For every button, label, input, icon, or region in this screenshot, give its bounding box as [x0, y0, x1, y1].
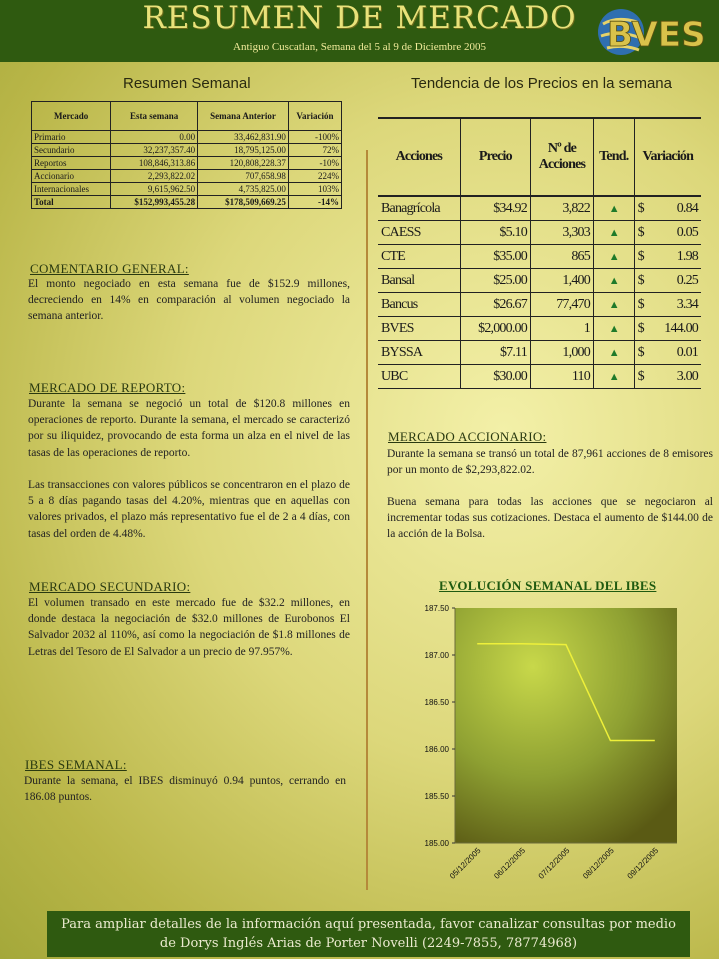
- stock-row: [378, 341, 701, 365]
- currency-sign: $: [634, 365, 650, 389]
- trend-title: Tendencia de los Precios en la semana: [411, 75, 672, 92]
- table-cell: 224%: [288, 170, 341, 183]
- stock-row: [378, 293, 701, 317]
- ibes-line-chart: [410, 598, 700, 888]
- stock-variation: 0.84: [650, 196, 701, 221]
- trend-cell: [593, 245, 634, 269]
- stock-price: $7.11: [460, 341, 530, 365]
- col-header: Variación: [634, 118, 701, 196]
- stock-name: Banagrícola: [378, 196, 460, 221]
- x-tick-label: 05/12/2005: [447, 846, 483, 881]
- stock-name: Bancus: [378, 293, 460, 317]
- table-cell: -100%: [288, 131, 341, 144]
- trend-cell: [593, 317, 634, 341]
- table-cell: 2,293,822.02: [111, 170, 198, 183]
- currency-sign: $: [634, 196, 650, 221]
- stock-name: BVES: [378, 317, 460, 341]
- stock-price: $30.00: [460, 365, 530, 389]
- trend-cell: [593, 365, 634, 389]
- stock-name: UBC: [378, 365, 460, 389]
- stock-qty: 77,470: [530, 293, 593, 317]
- x-tick-label: 09/12/2005: [625, 846, 661, 881]
- table-cell: Total: [32, 196, 111, 209]
- table-row: [32, 170, 342, 183]
- ibes-text: Durante la semana, el IBES disminuyó 0.94 puntos, cerrando en 186.08 puntos.: [24, 775, 346, 804]
- accionario-text-1: Durante la semana se transó un total de 87,961 acciones de 8 emisores por un monto de $2,293,822.02.: [387, 448, 713, 477]
- stock-variation: 144.00: [650, 317, 701, 341]
- table-cell: -10%: [288, 157, 341, 170]
- col-header: Variación: [288, 102, 341, 131]
- footer-line-2: de Dorys Inglés Arias de Porter Novelli (2249-7855, 78774968): [159, 936, 578, 951]
- stock-variation: 3.00: [650, 365, 701, 389]
- stock-price: $26.67: [460, 293, 530, 317]
- table-row: [32, 157, 342, 170]
- currency-sign: $: [634, 317, 650, 341]
- table-cell: Reportos: [32, 157, 111, 170]
- table-cell: Internacionales: [32, 183, 111, 196]
- table-cell: 18,795,125.00: [198, 144, 289, 157]
- currency-sign: $: [634, 341, 650, 365]
- col-header: Esta semana: [111, 102, 198, 131]
- trend-cell: [593, 293, 634, 317]
- table-cell: 120,808,228.37: [198, 157, 289, 170]
- stock-row: [378, 317, 701, 341]
- stock-name: CAESS: [378, 221, 460, 245]
- stock-qty: 3,822: [530, 196, 593, 221]
- currency-sign: $: [634, 293, 650, 317]
- table-cell: 0.00: [111, 131, 198, 144]
- stock-price: $2,000.00: [460, 317, 530, 341]
- bves-logo-icon: [597, 6, 715, 58]
- up-triangle-icon: ▲: [608, 298, 619, 311]
- y-tick-label: 187.50: [424, 604, 449, 613]
- total-row: [32, 196, 342, 209]
- stock-qty: 1: [530, 317, 593, 341]
- table-cell: Accionario: [32, 170, 111, 183]
- up-triangle-icon: ▲: [608, 346, 619, 359]
- stock-price: $34.92: [460, 196, 530, 221]
- table-row: [32, 183, 342, 196]
- table-row: [32, 131, 342, 144]
- table-cell: $152,993,455.28: [111, 196, 198, 209]
- currency-sign: $: [634, 245, 650, 269]
- trend-cell: [593, 341, 634, 365]
- col-header: Precio: [460, 118, 530, 196]
- up-triangle-icon: ▲: [608, 370, 619, 383]
- stock-variation: 0.05: [650, 221, 701, 245]
- summary-table: [31, 101, 342, 209]
- table-cell: 9,615,962.50: [111, 183, 198, 196]
- stock-name: BYSSA: [378, 341, 460, 365]
- y-tick-label: 185.00: [424, 839, 449, 848]
- table-cell: -14%: [288, 196, 341, 209]
- stock-name: Bansal: [378, 269, 460, 293]
- table-cell: 108,846,313.86: [111, 157, 198, 170]
- stock-row: [378, 365, 701, 389]
- currency-sign: $: [634, 221, 650, 245]
- x-tick-label: 06/12/2005: [492, 846, 528, 881]
- ibes-heading: IBES SEMANAL:: [25, 757, 127, 772]
- stock-variation: 3.34: [650, 293, 701, 317]
- col-header: Tend.: [593, 118, 634, 196]
- table-row: [32, 144, 342, 157]
- y-tick-label: 185.50: [424, 792, 449, 801]
- col-header: Mercado: [32, 102, 111, 131]
- secundario-text: El volumen transado en este mercado fue de $32.2 millones, en donde destaca la negociación de $32.0 millones de Eurobonos El Salvador 2032 al 110%, así como la negociación de $1.8 millones de Letras del Tesoro de El Salvador a un precio de 97.957%.: [28, 597, 350, 658]
- stock-variation: 0.01: [650, 341, 701, 365]
- table-cell: $178,509,669.25: [198, 196, 289, 209]
- x-tick-label: 08/12/2005: [581, 846, 616, 881]
- stock-row: [378, 221, 701, 245]
- y-tick-label: 187.00: [424, 651, 449, 660]
- stocks-table: [378, 117, 701, 389]
- table-cell: Primario: [32, 131, 111, 144]
- secundario-heading: MERCADO SECUNDARIO:: [29, 579, 191, 594]
- footer-bar: [47, 911, 690, 957]
- chart-title: EVOLUCIÓN SEMANAL DEL IBES: [439, 578, 657, 593]
- table-cell: 33,462,831.90: [198, 131, 289, 144]
- y-tick-label: 186.50: [424, 698, 449, 707]
- table-cell: 707,658.98: [198, 170, 289, 183]
- table-cell: Secundario: [32, 144, 111, 157]
- stock-price: $25.00: [460, 269, 530, 293]
- comentario-heading: COMENTARIO GENERAL:: [30, 261, 189, 276]
- stock-price: $5.10: [460, 221, 530, 245]
- x-tick-label: 07/12/2005: [536, 846, 572, 881]
- up-triangle-icon: ▲: [608, 274, 619, 287]
- stock-variation: 0.25: [650, 269, 701, 293]
- reporto-heading: MERCADO DE REPORTO:: [29, 380, 186, 395]
- trend-cell: [593, 221, 634, 245]
- column-divider: [366, 150, 368, 890]
- reporto-text-2: Las transacciones con valores públicos se concentraron en el plazo de 5 a 8 días pagando tasas del 4.20%, mientras que en aquellas con valores privados, el plazo más representativo fue el de 2 a 4 días, con tasas del orden de 4.48%.: [28, 479, 350, 540]
- table-cell: 72%: [288, 144, 341, 157]
- summary-title: Resumen Semanal: [123, 75, 251, 92]
- stock-qty: 1,400: [530, 269, 593, 293]
- stock-row: [378, 269, 701, 293]
- stock-qty: 865: [530, 245, 593, 269]
- page-title: RESUMEN DE MERCADO: [142, 0, 577, 36]
- table-cell: 32,237,357.40: [111, 144, 198, 157]
- footer-line-1: Para ampliar detalles de la información aquí presentada, favor canalizar consultas por medio: [61, 917, 676, 932]
- reporto-text-1: Durante la semana se negoció un total de $120.8 millones en operaciones de reporto. Durante la semana, el mercado se caracterizó por su iliquidez, provocando de esta forma un alza en el nivel de las tasas de las operaciones de reporto.: [28, 398, 350, 459]
- stock-name: CTE: [378, 245, 460, 269]
- stock-variation: 1.98: [650, 245, 701, 269]
- stock-qty: 1,000: [530, 341, 593, 365]
- svg-text:BVES: BVES: [607, 15, 706, 55]
- y-tick-label: 186.00: [424, 745, 449, 754]
- col-header: Nº de Acciones: [530, 118, 593, 196]
- header-bar: [0, 0, 719, 62]
- stock-qty: 3,303: [530, 221, 593, 245]
- up-triangle-icon: ▲: [608, 322, 619, 335]
- table-cell: 103%: [288, 183, 341, 196]
- trend-cell: [593, 269, 634, 293]
- stock-qty: 110: [530, 365, 593, 389]
- col-header: Acciones: [378, 118, 460, 196]
- page-subtitle: Antiguo Cuscatlan, Semana del 5 al 9 de Diciembre 2005: [233, 41, 486, 53]
- comentario-text: El monto negociado en esta semana fue de $152.9 millones, decreciendo en 14% en comparación al volumen negociado la semana anterior.: [28, 278, 350, 323]
- accionario-heading: MERCADO ACCIONARIO:: [388, 429, 547, 444]
- accionario-text-2: Buena semana para todas las acciones que se negociaron al incrementar todas sus cotizaciones. Destaca el aumento de $144.00 de la acción de la Bolsa.: [387, 496, 713, 541]
- stock-row: [378, 245, 701, 269]
- up-triangle-icon: ▲: [608, 202, 619, 215]
- currency-sign: $: [634, 269, 650, 293]
- stock-row: [378, 196, 701, 221]
- up-triangle-icon: ▲: [608, 250, 619, 263]
- trend-cell: [593, 196, 634, 221]
- table-cell: 4,735,825.00: [198, 183, 289, 196]
- up-triangle-icon: ▲: [608, 226, 619, 239]
- col-header: Semana Anterior: [198, 102, 289, 131]
- stock-price: $35.00: [460, 245, 530, 269]
